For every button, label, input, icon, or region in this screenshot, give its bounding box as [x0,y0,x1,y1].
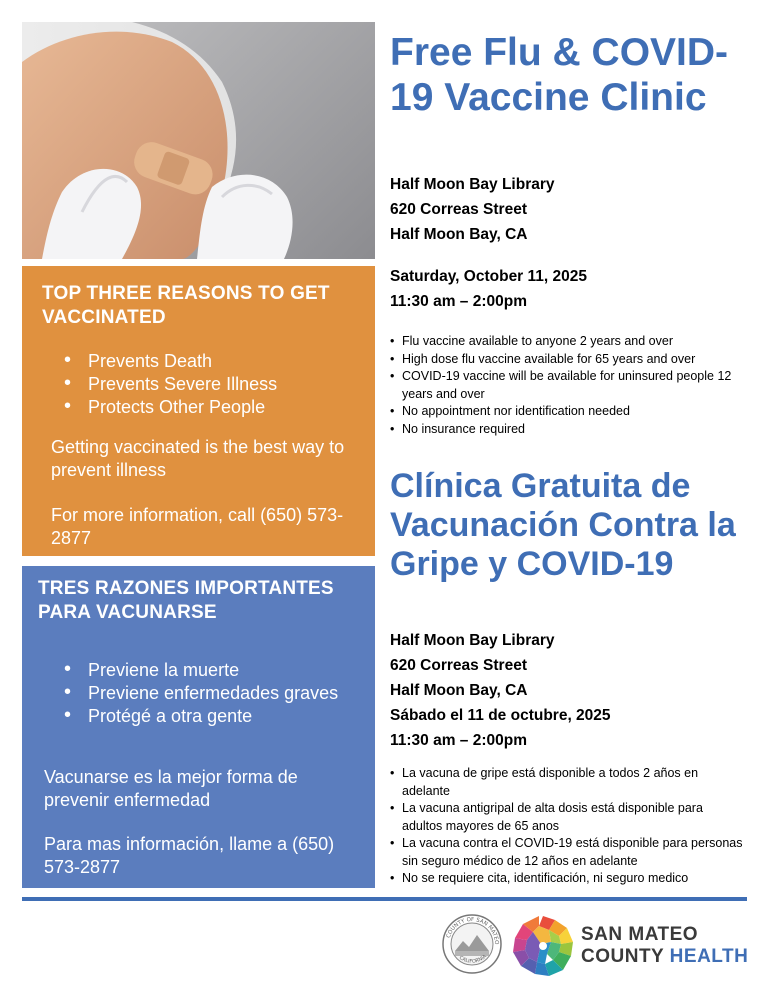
location-name: Half Moon Bay Library [390,632,555,649]
list-item: • Protégé a otra gente [62,705,352,728]
logo-line-1: SAN MATEO [581,924,699,945]
vaccination-statement-english: Getting vaccinated is the best way to prevent illness [51,437,345,480]
svg-text:COUNTY OF SAN MATEO: COUNTY OF SAN MATEO [445,916,500,945]
list-item: • High dose flu vaccine available for 65 years and over [390,351,750,369]
reasons-heading-spanish: TRES RAZONES IMPORTANTES PARA VACUNARSE [38,578,334,623]
list-item: • Prevents Death [62,350,362,373]
details-list-english [390,333,750,438]
page-title-english: Free Flu & COVID-19 Vaccine Clinic [390,31,729,119]
details-list-spanish [390,765,745,888]
county-seal-icon [441,913,503,975]
event-date-english [390,264,587,314]
reasons-panel-english [22,266,375,556]
list-item: • No insurance required [390,421,750,439]
list-item: • La vacuna contra el COVID-19 está disponible para personas sin seguro médico de 12 años en adelante [390,835,745,870]
san-mateo-health-logo-icon [511,914,575,978]
list-item: • La vacuna de gripe está disponible a todos 2 años en adelante [390,765,745,800]
reasons-panel-spanish [22,566,375,888]
location-spanish [390,628,611,753]
list-item: • Prevents Severe Illness [62,373,362,396]
list-item: • COVID-19 vaccine will be available for uninsured people 12 years and over [390,368,750,403]
reasons-list-spanish [62,659,352,728]
contact-info-spanish: Para mas información, llame a (650) 573-2877 [44,834,335,877]
reasons-heading-english: TOP THREE REASONS TO GET VACCINATED [42,283,330,328]
city: Half Moon Bay, CA [390,226,528,243]
event-time: 11:30 am – 2:00pm [390,732,528,749]
list-item: • No appointment nor identification needed [390,403,750,421]
san-mateo-health-logo-text [581,924,748,968]
footer-divider [22,897,747,901]
event-date: Saturday, October 11, 2025 [390,268,588,285]
event-date: Sábado el 11 de octubre, 2025 [390,707,611,724]
list-item: • La vacuna antigripal de alta dosis está disponible para adultos mayores de 65 anos [390,800,745,835]
city: Half Moon Bay, CA [390,682,528,699]
logo-line-2-health: HEALTH [669,946,749,967]
list-item: • Flu vaccine available to anyone 2 years and over [390,333,750,351]
list-item: • Previene la muerte [62,659,352,682]
location-name: Half Moon Bay Library [390,176,555,193]
list-item: • Protects Other People [62,396,362,419]
reasons-list-english [62,350,362,419]
logo-line-2-county: COUNTY [581,946,664,967]
svg-text:CALIFORNIA: CALIFORNIA [457,953,488,965]
street-address: 620 Correas Street [390,657,527,674]
event-time: 11:30 am – 2:00pm [390,293,528,310]
location-english [390,172,555,247]
bandage-arm-photo [22,22,375,259]
contact-info-english: For more information, call (650) 573-2877 [51,505,344,548]
vaccination-statement-spanish: Vacunarse es la mejor forma de prevenir enfermedad [44,767,298,810]
page-title-spanish: Clínica Gratuita de Vacunación Contra la Gripe y COVID-19 [390,467,736,583]
list-item: • Previene enfermedades graves [62,682,352,705]
list-item: • No se requiere cita, identificación, ni seguro medico [390,870,745,888]
street-address: 620 Correas Street [390,201,527,218]
